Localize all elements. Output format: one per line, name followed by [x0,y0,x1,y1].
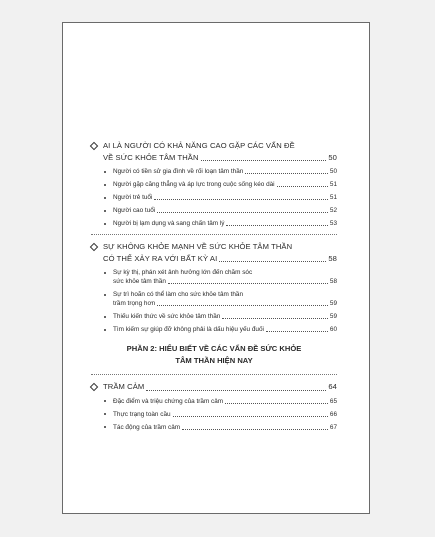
page-number: 51 [329,194,337,201]
toc-item [104,290,337,308]
toc-item [104,312,337,321]
toc-section [91,140,337,228]
divider [91,234,337,235]
toc-section [91,381,337,432]
toc-item [104,423,337,432]
page-number: 64 [328,382,337,391]
section-title-line: SỰ KHÔNG KHỎE MẠNH VỀ SỨC KHỎE TÂM THẦN [103,242,293,251]
leader-dots [225,402,328,404]
toc-item [104,410,337,419]
page-number: 50 [329,168,337,175]
page-number: 58 [328,253,337,263]
table-of-contents [91,140,337,432]
page-number: 51 [329,181,337,188]
toc-item-text: Người cao tuổi [113,207,156,214]
section-title [91,140,337,163]
bullet-icon [104,294,106,296]
toc-item-text: Người bị lạm dụng và sang chấn tâm lý [113,220,225,227]
toc-item-text: Đặc điểm và triệu chứng của trầm cảm [113,397,224,405]
toc-item [104,268,337,286]
leader-dots [219,260,326,262]
toc-item-text: Người có tiền sử gia đình về rối loạn tâm thần [113,168,244,175]
bullet-icon [104,426,106,428]
bullet-icon [104,197,106,199]
book-page [62,22,370,514]
bullet-icon [104,413,106,415]
leader-dots [226,224,327,226]
page-number: 66 [329,410,337,418]
divider [91,374,337,375]
toc-item-text: Tìm kiếm sự giúp đỡ không phải là dấu hiệu yếu đuối [113,326,264,333]
page-number: 60 [329,326,337,333]
page-number: 65 [329,397,337,405]
leader-dots [277,185,328,187]
toc-item [104,167,337,176]
bullet-icon [104,171,106,173]
section-title-line: VỀ SỨC KHỎE TÂM THẦN [103,152,199,162]
page-number: 59 [329,300,337,307]
toc-item-text: Người gặp căng thẳng và áp lực trong cuộc sống kéo dài [113,181,275,188]
toc-item [104,206,337,215]
leader-dots [266,330,328,332]
leader-dots [157,211,328,213]
page-number: 53 [329,220,337,227]
leader-dots [168,282,328,284]
toc-item-text: Người trẻ tuổi [113,194,153,201]
leader-dots [201,159,327,161]
bullet-icon [104,210,106,212]
leader-dots [157,304,328,306]
bullet-icon [104,223,106,225]
toc-item [104,325,337,334]
section-title [91,381,337,393]
toc-item-text: trầm trọng hơn [113,300,156,307]
section-title-line: TRẦM CẢM [103,382,145,391]
leader-dots [222,317,328,319]
toc-section [91,241,337,334]
bullet-icon [104,272,106,274]
bullet-icon [104,184,106,186]
page-number: 52 [329,207,337,214]
toc-item-text: Tác động của trầm cảm [113,423,181,431]
leader-dots [146,389,326,391]
toc-item-text: Thiếu kiến thức về sức khỏe tâm thần [113,313,221,320]
section-title [91,241,337,264]
bullet-icon [104,316,106,318]
leader-dots [182,428,328,430]
part-heading-line: TÂM THẦN HIỆN NAY [175,355,253,365]
leader-dots [154,198,328,200]
part-heading-line: PHẦN 2: HIỂU BIẾT VỀ CÁC VẤN ĐỀ SỨC KHỎE [126,344,302,353]
part-heading [91,343,337,366]
toc-item [104,180,337,189]
page-number: 59 [329,313,337,320]
page-number: 50 [328,152,337,162]
toc-item-text: sức khỏe tâm thần [113,278,166,285]
bullet-icon [104,400,106,402]
section-title-line: CÓ THỂ XẢY RA VỚI BẤT KỲ AI [103,253,218,263]
toc-item [104,397,337,406]
toc-item [104,219,337,228]
leader-dots [245,172,328,174]
toc-item [104,193,337,202]
leader-dots [173,415,328,417]
toc-item-text: Sự kỳ thị, phán xét ảnh hưởng lớn đến chăm sóc [113,269,253,276]
toc-item-text: Thực trạng toàn cầu [113,410,171,418]
page-number: 58 [329,278,337,285]
section-title-line: AI LÀ NGƯỜI CÓ KHẢ NĂNG CAO GẶP CÁC VẤN ĐỀ [103,141,295,150]
page-number: 67 [329,423,337,431]
bullet-icon [104,329,106,331]
toc-item-text: Sự trì hoãn có thể làm cho sức khỏe tâm thần [113,291,244,298]
